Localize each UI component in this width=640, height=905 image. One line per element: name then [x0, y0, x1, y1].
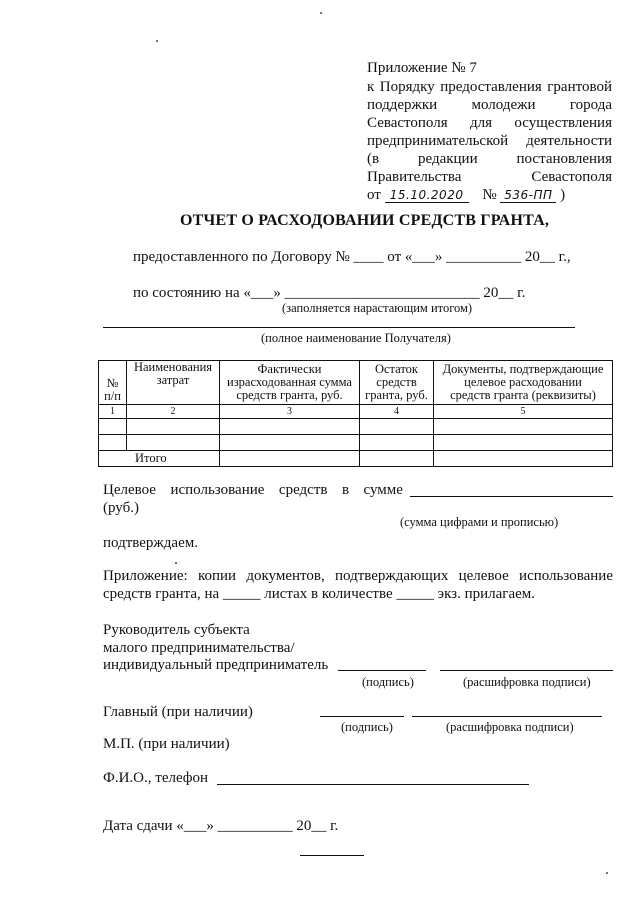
attachment-line-1 [103, 568, 613, 585]
header-text: Наименования [133, 360, 213, 374]
table-cell [434, 419, 613, 435]
column-number: 4 [360, 405, 434, 419]
appendix-line-6 [367, 169, 612, 186]
table-cell [360, 435, 434, 451]
word: подтверждающих [334, 568, 449, 584]
header-text: гранта, руб. [365, 388, 428, 402]
word: города [569, 97, 612, 113]
table-header-row [99, 361, 613, 405]
bottom-line [300, 855, 364, 856]
appendix-line-1 [367, 79, 612, 96]
header-text: целевое расходовании [464, 375, 582, 389]
word: предоставления [440, 79, 542, 95]
header-remainder [360, 361, 434, 405]
word: деятельности [526, 133, 612, 149]
appendix-line-4 [367, 133, 612, 150]
word: целевое [458, 568, 509, 584]
word: предпринимательской [367, 133, 509, 149]
column-number: 2 [127, 405, 220, 419]
handwritten-number: 536-ПП [500, 188, 556, 203]
total-label: Итого [99, 451, 220, 467]
header-text: № [106, 375, 119, 390]
table-row [99, 419, 613, 435]
word: документов, [246, 568, 325, 584]
word: молодежи [471, 97, 536, 113]
word: осуществления [514, 115, 612, 131]
usage-unit: (руб.) [103, 500, 139, 516]
table-cell [99, 435, 127, 451]
table-cell [434, 435, 613, 451]
expense-table [98, 360, 613, 467]
amount-note: (сумма цифрами и прописью) [400, 515, 559, 529]
report-title: ОТЧЕТ О РАСХОДОВАНИИ СРЕДСТВ ГРАНТА, [180, 212, 550, 229]
head-decode-note: (расшифровка подписи) [463, 675, 591, 689]
word: Правительства [367, 169, 462, 185]
fio-line [217, 784, 529, 785]
scan-speck [175, 562, 177, 564]
word: копии [197, 568, 237, 584]
chief-label: Главный (при наличии) [103, 704, 253, 720]
header-spent [220, 361, 360, 405]
recipient-line [103, 327, 575, 328]
word: Севастополя [531, 169, 612, 185]
number-prefix: № [482, 187, 497, 203]
head-decode-line [440, 670, 613, 671]
contract-line: предоставленного по Договору № ____ от «___» __________ 20__ г., [133, 249, 571, 265]
word: Целевое [103, 482, 156, 498]
table-row [99, 435, 613, 451]
scan-speck [606, 872, 608, 874]
table-cell [99, 419, 127, 435]
word: постановления [516, 151, 612, 167]
column-number: 3 [220, 405, 360, 419]
status-note: (заполняется нарастающим итогом) [282, 301, 473, 315]
appendix-number: Приложение № 7 [367, 60, 477, 76]
word: в [341, 482, 350, 498]
usage-confirm: подтверждаем. [103, 535, 198, 551]
word: сумме [363, 482, 403, 498]
header-text: Остаток [374, 362, 419, 376]
usage-line [103, 482, 403, 499]
word: Порядку [379, 79, 435, 95]
scan-speck [320, 12, 322, 14]
column-number: 5 [434, 405, 613, 419]
appendix-line-5 [367, 151, 612, 168]
attachment-line-2: средств гранта, на _____ листах в количестве _____ экз. прилагаем. [103, 586, 536, 602]
word: к [367, 79, 375, 95]
appendix-date-line [367, 187, 565, 204]
chief-signature-line [320, 716, 404, 717]
header-text: Документы, подтверждающие [442, 362, 604, 376]
chief-decode-note: (расшифровка подписи) [446, 720, 574, 734]
word: Севастополя [367, 115, 448, 131]
scan-speck [156, 40, 158, 42]
table-cell [220, 419, 360, 435]
table-cell [220, 435, 360, 451]
header-expense-name [127, 361, 220, 405]
word: использование [170, 482, 265, 498]
header-text: израсходованная сумма [227, 375, 352, 389]
header-text: средств гранта, руб. [236, 388, 343, 402]
word: (в [367, 151, 380, 167]
appendix-line-2 [367, 97, 612, 114]
handwritten-date: 15.10.2020 [385, 188, 469, 203]
header-text: средств гранта (реквизиты) [450, 388, 596, 402]
submit-date: Дата сдачи «___» __________ 20__ г. [103, 818, 339, 834]
table-cell [360, 419, 434, 435]
close-paren: ) [560, 187, 566, 203]
head-signature-line [338, 670, 426, 671]
recipient-note: (полное наименование Получателя) [261, 331, 451, 345]
stamp-label: М.П. (при наличии) [103, 736, 230, 752]
amount-line [410, 496, 613, 497]
table-cell [127, 435, 220, 451]
appendix-line-3 [367, 115, 612, 132]
head-signature-note: (подпись) [362, 675, 414, 689]
head-line-2: малого предпринимательства/ [103, 640, 295, 656]
fio-label: Ф.И.О., телефон [103, 770, 209, 786]
table-cell [127, 419, 220, 435]
column-number: 1 [99, 405, 127, 419]
header-documents [434, 361, 613, 405]
word: редакции [417, 151, 478, 167]
word: поддержки [367, 97, 438, 113]
table-cell [434, 451, 613, 467]
table-total-row [99, 451, 613, 467]
word: Приложение: [103, 568, 188, 584]
header-text: п/п [104, 388, 121, 403]
header-number [99, 361, 127, 405]
word: для [469, 115, 493, 131]
chief-decode-line [412, 716, 602, 717]
status-line: по состоянию на «___» __________________________ 20__ г. [133, 285, 526, 301]
table-cell [360, 451, 434, 467]
table-cell [220, 451, 360, 467]
head-line-1: Руководитель субъекта [103, 622, 250, 638]
word: использование [519, 568, 613, 584]
date-prefix: от [367, 187, 381, 203]
header-text: средств [376, 375, 417, 389]
header-text: затрат [156, 373, 190, 387]
table-number-row [99, 405, 613, 419]
header-text: Фактически [257, 362, 322, 376]
chief-signature-note: (подпись) [341, 720, 393, 734]
word: грантовой [547, 79, 612, 95]
head-line-3: индивидуальный предприниматель [103, 657, 329, 673]
word: средств [278, 482, 328, 498]
